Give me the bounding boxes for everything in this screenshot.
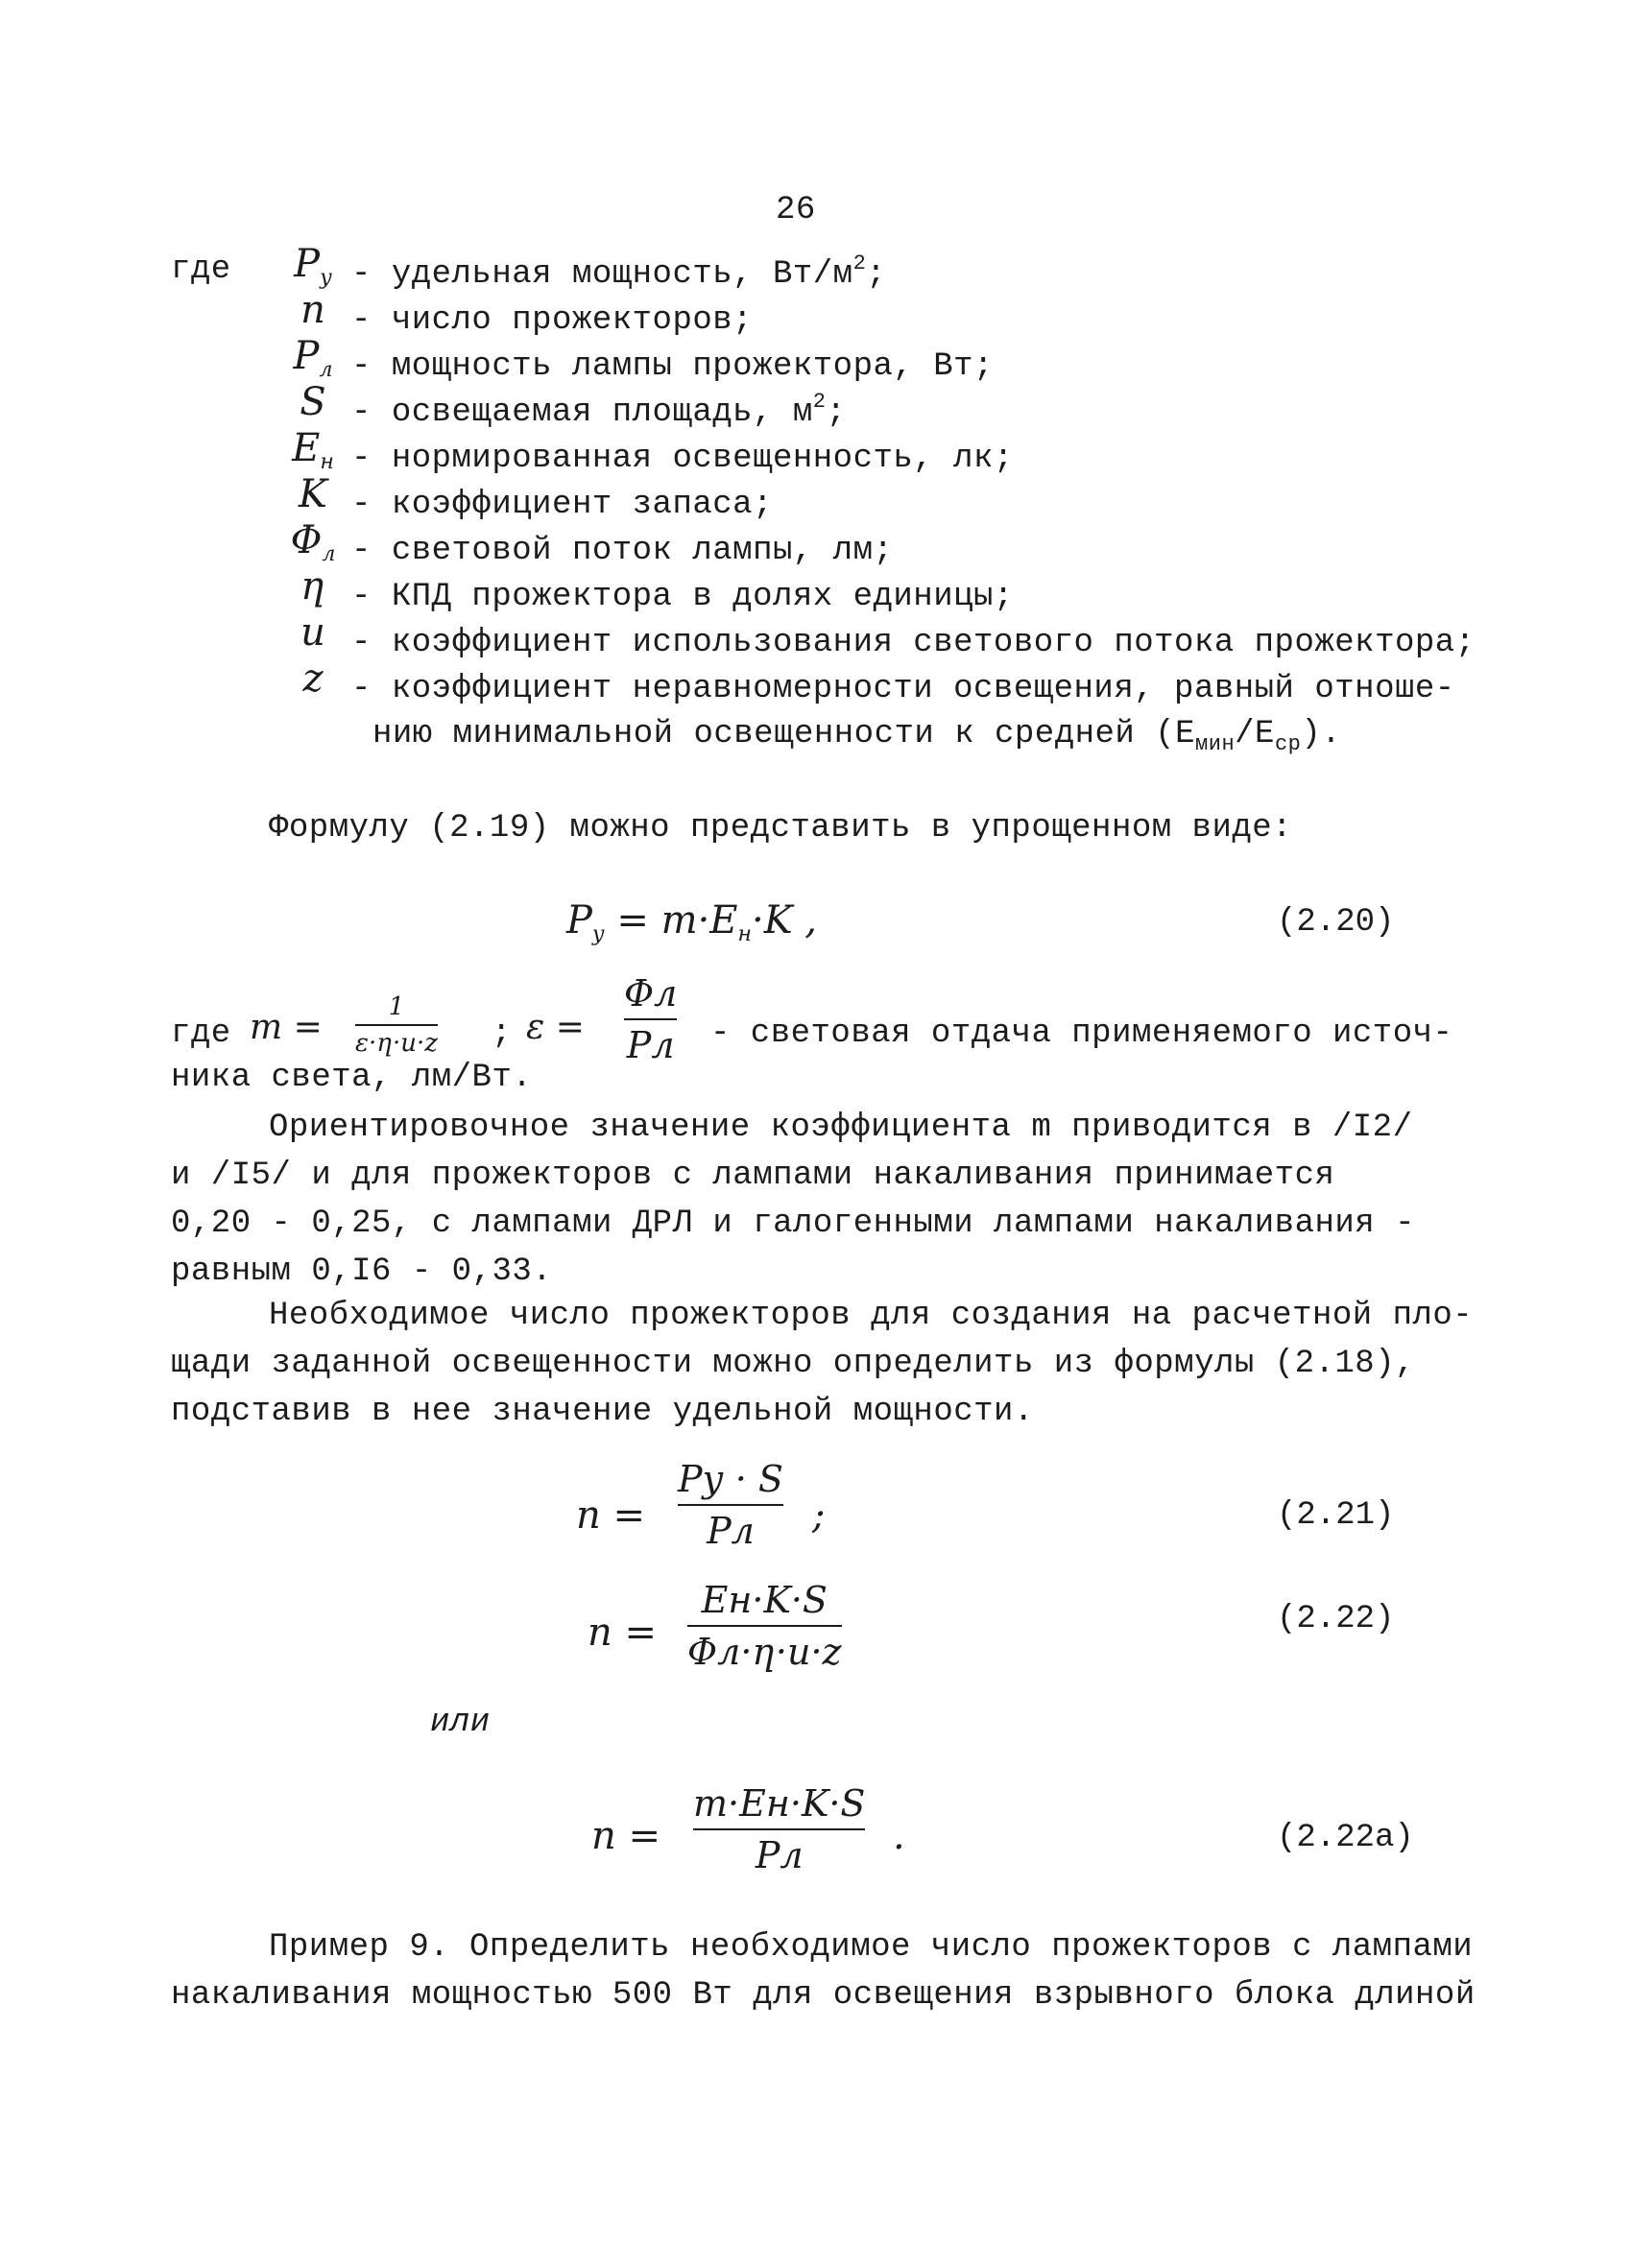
eq221-denominator: Pл (707, 1510, 755, 1552)
eps-lhs: ε = (526, 1008, 585, 1047)
eq221-lhs: n = (576, 1493, 645, 1538)
definition-description: коэффициент неравномерности освещения, равный отноше- (391, 671, 1455, 707)
definition-description: световой поток лампы, лм; (391, 533, 894, 569)
eq222-denominator: Φл·ƞ·u·z (687, 1631, 842, 1673)
eq222-numerator: Eн·K·S (701, 1579, 828, 1621)
definition-symbol (284, 472, 342, 520)
definition-description: мощность лампы прожектора, Вт; (391, 348, 994, 385)
eps-numerator: Φл (624, 972, 678, 1015)
definition-dash: - (351, 625, 372, 661)
definition-description: число прожекторов; (391, 302, 754, 339)
definition-text (351, 482, 773, 523)
cont-mid: /E (1235, 716, 1275, 752)
definition-text (351, 528, 893, 569)
definition-text (351, 620, 1476, 661)
eps-fraction (624, 971, 677, 1067)
where-label: где (171, 251, 231, 288)
symbol-main: Φ (290, 518, 323, 562)
paragraph-line: 0,20 - 0,25, с лампами ДРЛ и галогенными лампами накаливания - (171, 1206, 1416, 1242)
definition-description: нормированная освещенность, лк; (391, 441, 1014, 477)
eq220-lhs: P (566, 898, 592, 943)
definition-description: удельная мощность, Вт/м (391, 256, 853, 293)
paragraph-line: и /I5/ и для прожекторов с лампами накаливания принимается (171, 1158, 1335, 1194)
definition-symbol (284, 564, 342, 612)
definition-symbol (284, 288, 342, 336)
definition-text (351, 298, 753, 339)
definition-description: освещаемая площадь, м (391, 394, 813, 431)
eq222a-fraction-bar (693, 1828, 865, 1830)
m-fraction-bar (355, 1024, 438, 1026)
definition-tail: ; (826, 394, 847, 431)
definition-superscript: 2 (812, 390, 827, 414)
eps-fraction-bar (624, 1018, 677, 1020)
definition-dash: - (351, 579, 372, 615)
equation-number-2-22a: (2.22а) (1277, 1820, 1414, 1856)
symbol-main: P (293, 334, 320, 378)
definition-description: КПД прожектора в долях единицы; (391, 579, 1014, 615)
eq221-numerator: Pу · S (678, 1458, 783, 1500)
cont-sub-min: мин (1195, 732, 1236, 756)
example-line: Пример 9. Определить необходимое число прожекторов с лампами (269, 1929, 1474, 1966)
definition-dash: - (351, 533, 372, 569)
definition-symbol (284, 610, 342, 658)
symbol-main: u (300, 610, 325, 655)
definition-dash: - (351, 394, 372, 431)
symbol-subscript: н (320, 450, 334, 474)
m-fraction (355, 992, 438, 1058)
symbol-main: E (292, 426, 321, 470)
symbol-main: ƞ (300, 564, 325, 609)
definition-dash: - (351, 671, 372, 707)
paragraph-line: щади заданной освещенности можно определить из формулы (2.18), (171, 1346, 1416, 1382)
definition-dash: - (351, 302, 372, 339)
paragraph-line: подставив в нее значение удельной мощности. (171, 1394, 1034, 1430)
definition-dash: - (351, 256, 372, 293)
definition-text (351, 666, 1455, 707)
definition-symbol (284, 380, 342, 428)
definition-description: коэффициент использования светового потока прожектора; (391, 625, 1476, 661)
definition-tail: ; (866, 256, 887, 293)
definition-dash: - (351, 487, 372, 523)
page-number: 26 (776, 192, 816, 228)
eq222a-fraction (693, 1781, 865, 1877)
cont-end: ). (1301, 716, 1342, 752)
definition-dash: - (351, 441, 372, 477)
semicolon-separator: ; (492, 1015, 512, 1052)
definition-text (351, 574, 1014, 615)
eps-description-line-2: ника света, лм/Вт. (171, 1060, 533, 1096)
definition-symbol (284, 518, 342, 566)
definition-dash: - (351, 348, 372, 385)
eq222-lhs: n = (588, 1611, 657, 1655)
example-line: накаливания мощностью 500 Вт для освещения взрывного блока длиной (171, 1977, 1476, 2014)
symbol-main: n (300, 288, 325, 332)
eq220-rhs-tail: ·K , (751, 898, 818, 943)
paragraph-line: Ориентировочное значение коэффициента m приводится в /I2/ (269, 1110, 1413, 1146)
definition-continuation (372, 716, 1341, 756)
eq222-fraction (687, 1578, 842, 1674)
definition-symbol (284, 426, 342, 474)
formula-intro-paragraph: Формулу (2.19) можно представить в упрощенном виде: (269, 810, 1293, 847)
definition-text (351, 436, 1014, 477)
eq222-fraction-bar (687, 1625, 842, 1627)
eq222a-numerator: m·Eн·K·S (693, 1782, 866, 1825)
eq220-lhs-sub: у (591, 922, 605, 946)
eps-description-line-1: - световая отдача применяемого источ- (710, 1015, 1453, 1052)
equation-number-2-22: (2.22) (1277, 1601, 1395, 1637)
symbol-subscript: у (320, 266, 332, 290)
paragraph-line: Необходимое число прожекторов для создания на расчетной пло- (269, 1298, 1474, 1334)
eq221-fraction-bar (678, 1504, 783, 1506)
equation-number-2-21: (2.21) (1277, 1497, 1395, 1534)
eq220-rhs: = m·E (616, 898, 738, 943)
paragraph-line: равным 0,I6 - 0,33. (171, 1253, 553, 1290)
definition-symbol (284, 334, 342, 382)
symbol-main: S (300, 380, 326, 424)
or-label: или (430, 1705, 491, 1741)
cont-text: нию минимальной освещенности к средней (E (372, 716, 1196, 752)
symbol-subscript: л (319, 358, 333, 382)
eq222a-lhs: n = (591, 1814, 660, 1858)
m-denominator: ε·ƞ·u·z (355, 1029, 438, 1058)
definition-text (351, 251, 886, 293)
equation-2-20 (566, 898, 817, 946)
definition-text (351, 344, 994, 385)
m-numerator: 1 (388, 992, 405, 1021)
definition-superscript: 2 (852, 251, 867, 275)
definition-symbol (284, 657, 342, 704)
equation-number-2-20: (2.20) (1277, 904, 1395, 941)
symbol-main: z (302, 657, 324, 701)
where2-label: где (171, 1015, 231, 1052)
symbol-subscript: л (322, 542, 336, 566)
definition-text (351, 390, 846, 431)
eq221-fraction (678, 1457, 783, 1553)
cont-sub-sr: ср (1274, 732, 1302, 756)
definition-description: коэффициент запаса; (391, 487, 773, 523)
eq220-rhs-sub: н (737, 922, 752, 946)
eq222a-denominator: Pл (755, 1834, 804, 1876)
symbol-main: P (294, 242, 321, 286)
symbol-main: K (299, 472, 327, 516)
eq221-tail: ; (812, 1493, 826, 1538)
eps-denominator: Pл (626, 1024, 675, 1066)
definition-symbol (284, 242, 342, 290)
m-lhs: m = (250, 1008, 323, 1047)
eq222a-tail: . (893, 1814, 905, 1858)
